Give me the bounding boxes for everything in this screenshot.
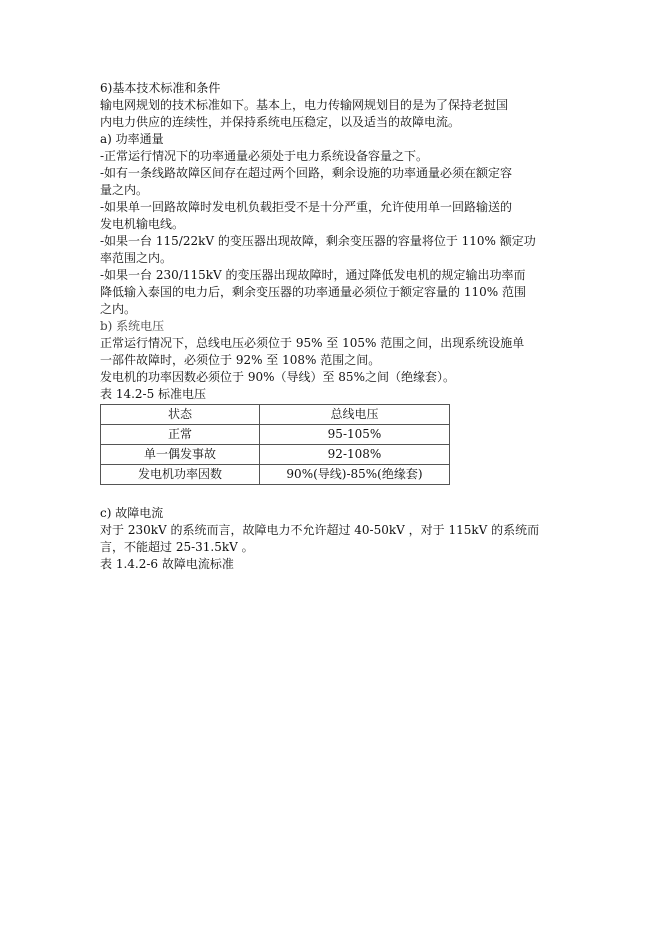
body-line: 发电机输电线。 [100,217,185,231]
table-cell: 95-105% [260,425,450,445]
table-row [101,445,450,465]
intro-line: 内电力供应的连续性，并保持系统电压稳定，以及适当的故障电流。 [100,115,461,129]
body-line: -如果单一回路故障时发电机负载拒受不是十分严重，允许使用单一回路输送的 [100,200,513,214]
document-page [100,80,570,573]
body-line: 之内。 [100,302,137,316]
body-line: 一部件故障时，必须位于 92% 至 108% 范围之间。 [100,353,381,367]
body-line: 发电机的功率因数必须位于 90%（导线）至 85%之间（绝缘套）。 [100,370,455,384]
spacer [100,487,570,505]
section-a-title: a) 功率通量 [100,132,164,146]
body-line: 言，不能超过 25-31.5kV 。 [100,540,254,554]
body-line: 降低输入泰国的电力后，剩余变压器的功率通量必须位于额定容量的 110% 范围 [100,285,526,299]
body-line: -如有一条线路故障区间存在超过两个回路，剩余设施的功率通量必须在额定容 [100,166,513,180]
table-header-cell: 总线电压 [260,405,450,425]
table-header-cell: 状态 [101,405,260,425]
section-c-title: c) 故障电流 [100,506,164,520]
table-cell: 90%(导线)-85%(绝缘套) [260,465,450,485]
section-b-title: b) 系统电压 [100,319,165,333]
table-row [101,425,450,445]
body-line: 率范围之内。 [100,251,173,265]
body-line: -如果一台 230/115kV 的变压器出现故障时，通过降低发电机的规定输出功率而 [100,268,526,282]
table-cell: 92-108% [260,445,450,465]
table-cell: 正常 [101,425,260,445]
body-line: 量之内。 [100,183,149,197]
body-line: -正常运行情况下的功率通量必须处于电力系统设备容量之下。 [100,149,429,163]
standard-voltage-table [100,404,450,485]
body-line: -如果一台 115/22kV 的变压器出现故障，剩余变压器的容量将位于 110% 额定功 [100,234,536,248]
table-caption: 表 14.2-5 标准电压 [100,387,207,401]
body-line: 对于 230kV 的系统而言，故障电力不允许超过 40-50kV ，对于 115kV 的系统而 [100,523,540,537]
table-cell: 发电机功率因数 [101,465,260,485]
table-header-row [101,405,450,425]
table-caption: 表 1.4.2-6 故障电流标准 [100,557,234,571]
table-row [101,465,450,485]
intro-line: 输电网规划的技术标准如下。基本上，电力传输网规划目的是为了保持老挝国 [100,98,509,112]
table-cell: 单一偶发事故 [101,445,260,465]
body-line: 正常运行情况下，总线电压必须位于 95% 至 105% 范围之间，出现系统设施单 [100,336,525,350]
section-heading: 6)基本技术标准和条件 [100,81,221,95]
